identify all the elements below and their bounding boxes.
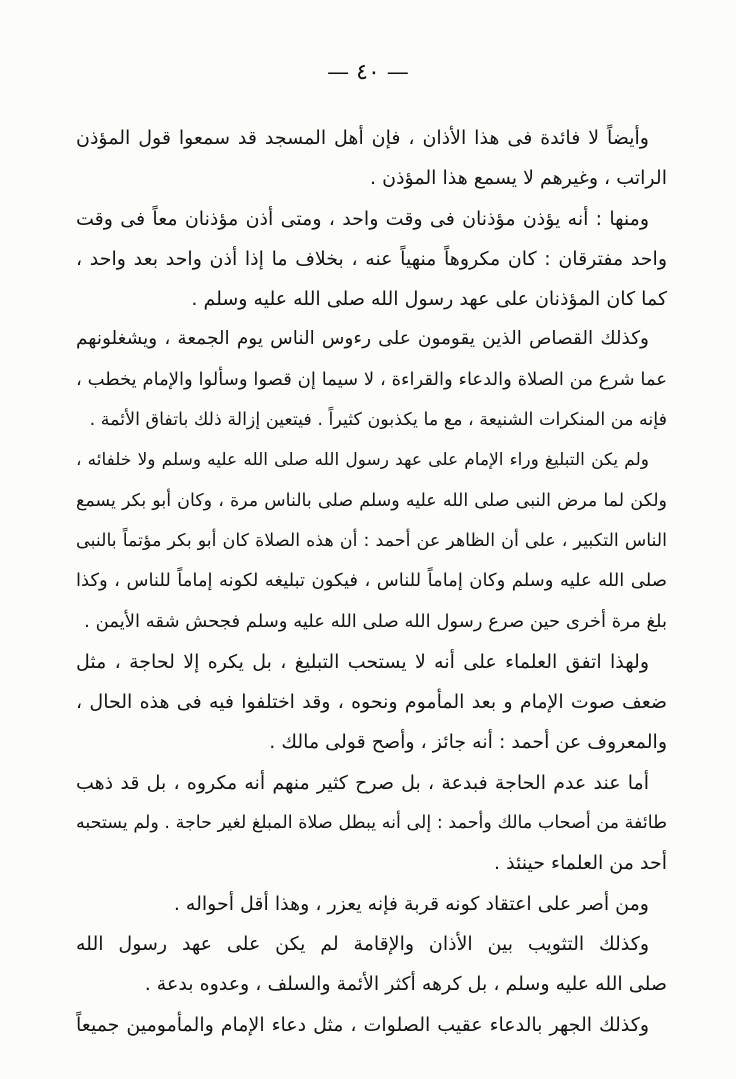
text-line: وكذلك التثويب بين الأذان والإقامة لم يكن على عهد رسول الله <box>76 932 649 955</box>
text-line: والمعروف عن أحمد : أنه جائز ، وأصح قولى مالك . <box>269 731 667 754</box>
body-text <box>76 118 667 1045</box>
text-line: ولكن لما مرض النبى صلى الله عليه وسلم صلى بالناس مرة ، وكان أبو بكر يسمع <box>76 490 667 511</box>
text-line: ولم يكن التبليغ وراء الإمام على عهد رسول الله صلى الله عليه وسلم ولا خلفائه ، <box>76 450 649 471</box>
text-line: طائفة من أصحاب مالك وأحمد : إلى أنه يبطل صلاة المبلغ لغير حاجة . ولم يستحبه <box>76 813 667 834</box>
text-line: ضعف صوت الإمام و بعد المأموم ونحوه ، وقد اختلفوا فيه فى هذه الحال ، <box>76 691 667 714</box>
text-line: أحد من العلماء حينئذ . <box>494 852 667 875</box>
text-line: الناس التكبير ، على أن الظاهر عن أحمد : أن هذه الصلاة كان أبو بكر مؤتماً بالنبى <box>76 530 667 551</box>
text-line: الراتب ، وغيرهم لا يسمع هذا المؤذن . <box>370 167 667 190</box>
text-line: فإنه من المنكرات الشنيعة ، مع ما يكذبون كثيراً . فيتعين إزالة ذلك باتفاق الأئمة . <box>89 410 667 431</box>
text-line: وكذلك الجهر بالدعاء عقيب الصلوات ، مثل دعاء الإمام والمأمومين جميعاً <box>76 1013 649 1036</box>
text-line: وأيضاً لا فائدة فى هذا الأذان ، فإن أهل المسجد قد سمعوا قول المؤذن <box>76 127 649 149</box>
text-line: كما كان المؤذنان على عهد رسول الله صلى الله عليه وسلم . <box>191 288 667 311</box>
text-line: وكذلك القصاص الذين يقومون على رءوس الناس يوم الجمعة ، ويشغلونهم <box>76 328 649 350</box>
text-line: ومنها : أنه يؤذن مؤذنان فى وقت واحد ، ومتى أذن مؤذنان معاً فى وقت <box>76 207 649 230</box>
page-number: — ٤٠ — <box>327 60 409 85</box>
text-line: ومن أصر على اعتقاد كونه قربة فإنه يعزر ، وهذا أقل أحواله . <box>173 892 649 915</box>
text-line: صلى الله عليه وسلم ، بل كرهه أكثر الأئمة والسلف ، وعدوه بدعة . <box>144 973 667 996</box>
text-line: واحد مفترقان : كان مكروهاً منهياً عنه ، بخلاف ما إذا أذن واحد بعد واحد ، <box>76 247 667 270</box>
text-line: أما عند عدم الحاجة فبدعة ، بل صرح كثير منهم أنه مكروه ، بل قد ذهب <box>76 771 649 794</box>
text-line: عما شرع من الصلاة والدعاء والقراءة ، لا سيما إن قصوا وسألوا والإمام يخطب ، <box>76 368 667 390</box>
text-line: بلغ مرة أخرى حين صرع رسول الله صلى الله عليه وسلم فجحش شقه الأيمن . <box>84 610 667 632</box>
text-line: صلى الله عليه وسلم وكان إماماً للناس ، فيكون تبليغه لكونه إماماً للناس ، وكذا <box>76 570 667 592</box>
text-line: ولهذا اتفق العلماء على أنه لا يستحب التبليغ ، بل يكره إلا لحاجة ، مثل <box>76 650 649 673</box>
